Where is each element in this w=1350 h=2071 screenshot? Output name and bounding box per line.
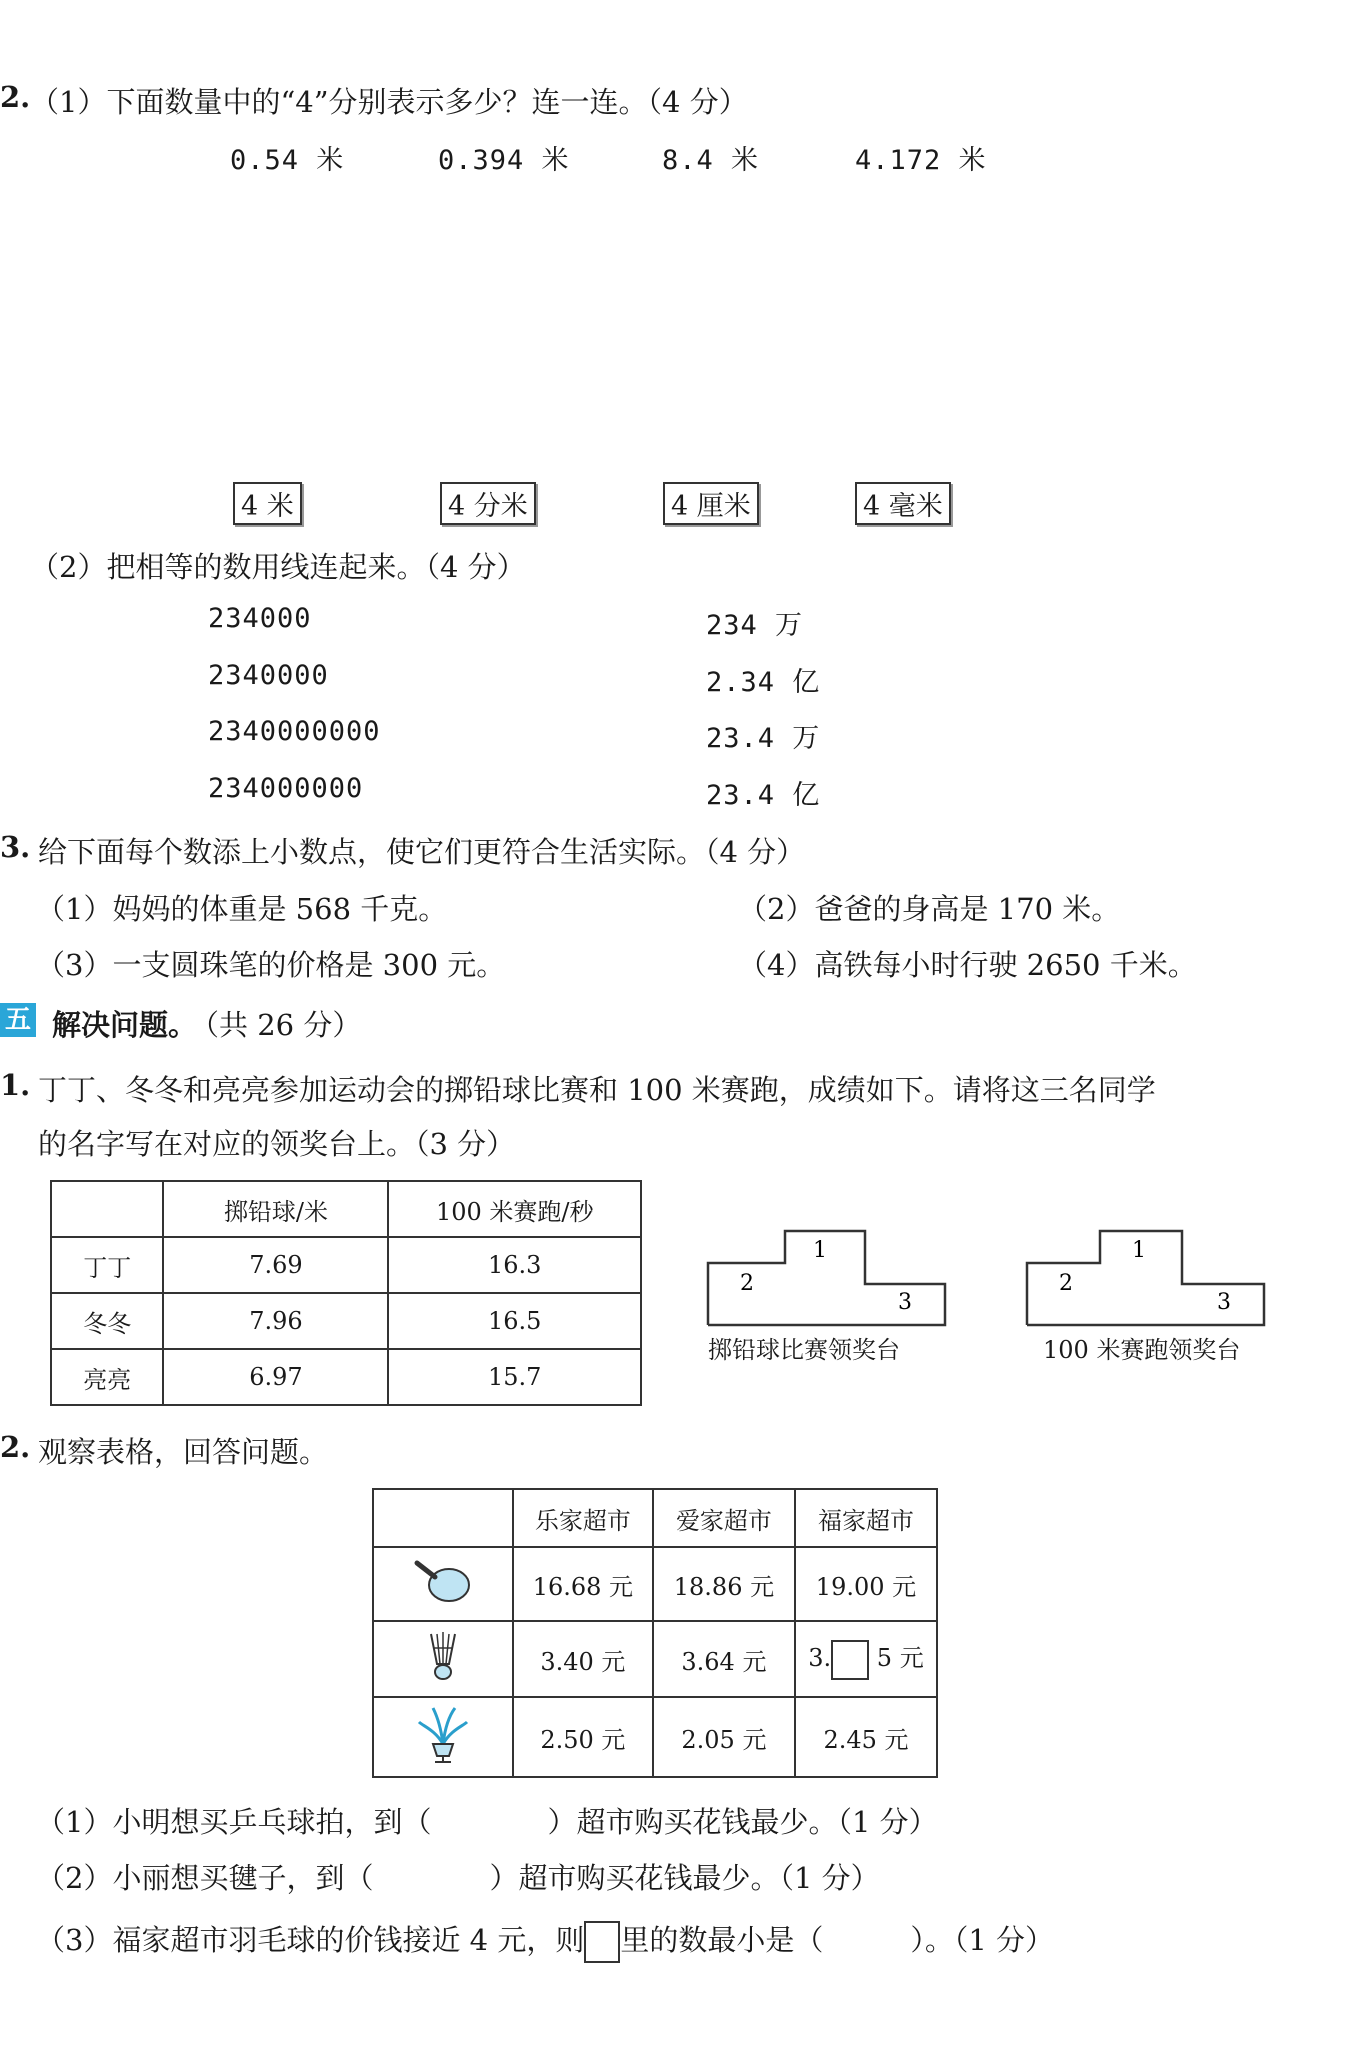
ping-pong-paddle-icon <box>373 1547 513 1621</box>
p2-question-2[interactable]: （2）小丽想买毽子，到（ ）超市购买花钱最少。（1 分） <box>36 1861 880 1895</box>
table-header-blank <box>373 1489 513 1547</box>
header-fujia: 福家超市 <box>795 1489 937 1547</box>
unit-box-meter[interactable]: 4 米 <box>233 482 302 525</box>
digit-blank-box[interactable] <box>831 1640 869 1680</box>
table-row <box>373 1697 937 1777</box>
plant-icon <box>373 1697 513 1777</box>
shotput-podium[interactable] <box>705 1228 950 1328</box>
q2-part2-title: （2）把相等的数用线连起来。（4 分） <box>30 550 526 584</box>
p1-line2: 的名字写在对应的领奖台上。（3 分） <box>38 1127 516 1161</box>
run-value: 16.5 <box>388 1293 641 1349</box>
q2-number: 2. <box>0 80 31 114</box>
price-cell: 16.68 元 <box>513 1547 653 1621</box>
price-cell: 3.64 元 <box>653 1621 795 1697</box>
table-row <box>51 1237 641 1293</box>
top-value-2: 0.394 米 <box>438 145 570 176</box>
shotput-value: 7.69 <box>163 1237 388 1293</box>
price-cell: 2.50 元 <box>513 1697 653 1777</box>
price-cell: 2.05 元 <box>653 1697 795 1777</box>
right-number-1[interactable]: 234 万 <box>706 610 804 641</box>
podium-rank-3: 3 <box>1217 1290 1231 1315</box>
price-cell: 18.86 元 <box>653 1547 795 1621</box>
student-name: 冬冬 <box>51 1293 163 1349</box>
top-value-3: 8.4 米 <box>662 145 760 176</box>
right-number-4[interactable]: 23.4 亿 <box>706 780 821 811</box>
top-value-1: 0.54 米 <box>230 145 345 176</box>
top-value-4: 4.172 米 <box>855 145 987 176</box>
run-value: 15.7 <box>388 1349 641 1405</box>
shotput-value: 7.96 <box>163 1293 388 1349</box>
left-number-3[interactable]: 2340000000 <box>208 716 381 747</box>
p2-title: 观察表格，回答问题。 <box>38 1435 329 1469</box>
p2-question-3-start: （3）福家超市羽毛球的价钱接近 4 元，则 <box>36 1923 585 1957</box>
unit-box-centimeter[interactable]: 4 厘米 <box>663 482 759 525</box>
right-number-2[interactable]: 2.34 亿 <box>706 667 821 698</box>
p2-question-1[interactable]: （1）小明想买乒乓球拍，到（ ）超市购买花钱最少。（1 分） <box>36 1805 938 1839</box>
unit-box-decimeter[interactable]: 4 分米 <box>440 482 536 525</box>
run-podium[interactable] <box>1024 1228 1269 1328</box>
q3-item-3: （3）一支圆珠笔的价格是 300 元。 <box>36 948 506 982</box>
p2-question-3-end: 里的数最小是（ ）。（1 分） <box>620 1923 1055 1957</box>
shuttlecock-icon <box>373 1621 513 1697</box>
price-cell: 3.40 元 <box>513 1621 653 1697</box>
podium-rank-1: 1 <box>813 1238 827 1263</box>
sports-results-table <box>50 1180 642 1406</box>
podium2-label: 100 米赛跑领奖台 <box>1043 1336 1241 1364</box>
answer-blank-box[interactable] <box>584 1921 620 1963</box>
podium-rank-3: 3 <box>898 1290 912 1315</box>
q3-title: 给下面每个数添上小数点，使它们更符合生活实际。（4 分） <box>38 835 806 869</box>
podium-rank-2: 2 <box>740 1271 754 1296</box>
p1-number: 1. <box>0 1068 31 1102</box>
left-number-1[interactable]: 234000 <box>208 603 312 634</box>
podium-rank-1: 1 <box>1132 1238 1146 1263</box>
podium-rank-2: 2 <box>1059 1271 1073 1296</box>
header-aijia: 爱家超市 <box>653 1489 795 1547</box>
left-number-4[interactable]: 234000000 <box>208 773 364 804</box>
left-number-2[interactable]: 2340000 <box>208 660 329 691</box>
student-name: 丁丁 <box>51 1237 163 1293</box>
section-score: （共 26 分） <box>190 1008 362 1042</box>
q3-item-2: （2）爸爸的身高是 170 米。 <box>738 892 1121 926</box>
q3-item-4: （4）高铁每小时行驶 2650 千米。 <box>738 948 1197 982</box>
table-header-blank <box>51 1181 163 1237</box>
table-row <box>51 1293 641 1349</box>
q3-number: 3. <box>0 830 31 864</box>
section-title: 解决问题。 <box>52 1008 198 1042</box>
table-header-shotput: 掷铅球/米 <box>163 1181 388 1237</box>
price-cell: 2.45 元 <box>795 1697 937 1777</box>
right-number-3[interactable]: 23.4 万 <box>706 723 821 754</box>
p2-number: 2. <box>0 1430 31 1464</box>
q2-part1-title: （1）下面数量中的“4”分别表示多少？连一连。（4 分） <box>30 85 748 119</box>
p2-question-3[interactable] <box>36 1918 1054 1963</box>
supermarket-table <box>372 1488 938 1778</box>
p1-line1: 丁丁、冬冬和亮亮参加运动会的掷铅球比赛和 100 米赛跑，成绩如下。请将这三名同学 <box>38 1073 1156 1107</box>
student-name: 亮亮 <box>51 1349 163 1405</box>
shotput-value: 6.97 <box>163 1349 388 1405</box>
run-value: 16.3 <box>388 1237 641 1293</box>
price-prefix: 3. <box>808 1644 832 1673</box>
section-mark: 五 <box>0 1003 36 1037</box>
header-lejia: 乐家超市 <box>513 1489 653 1547</box>
table-row <box>373 1547 937 1621</box>
unit-box-millimeter[interactable]: 4 毫米 <box>855 482 951 525</box>
table-row <box>373 1621 937 1697</box>
price-cell: 19.00 元 <box>795 1547 937 1621</box>
table-row <box>51 1349 641 1405</box>
podium1-label: 掷铅球比赛领奖台 <box>708 1336 900 1364</box>
price-suffix: 5 元 <box>876 1644 924 1673</box>
q3-item-1: （1）妈妈的体重是 568 千克。 <box>36 892 448 926</box>
table-header-100m: 100 米赛跑/秒 <box>388 1181 641 1237</box>
price-cell-with-blank <box>795 1621 937 1697</box>
